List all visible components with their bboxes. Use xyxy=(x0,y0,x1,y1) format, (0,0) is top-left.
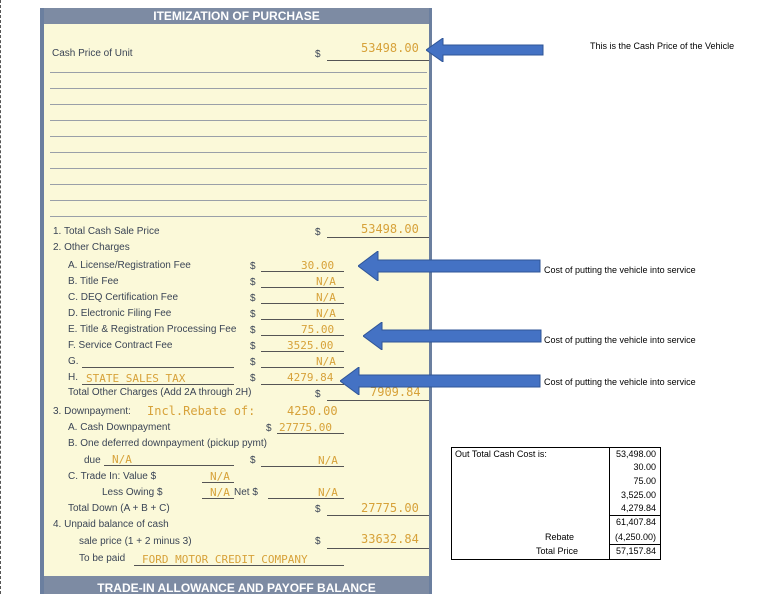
dollar-sign: $ xyxy=(250,309,256,320)
sum-rule xyxy=(609,515,660,516)
sales-tax-description: STATE SALES TAX xyxy=(86,372,186,385)
total-price-label: Total Price xyxy=(536,546,579,556)
cash-down-label: A. Cash Downpayment xyxy=(68,422,171,433)
arrow-left-icon xyxy=(340,367,542,395)
due-date-value: N/A xyxy=(112,453,132,466)
summary-title: Out Total Cash Cost is: xyxy=(455,449,547,459)
underline xyxy=(261,335,344,336)
license-fee-value: 30.00 xyxy=(301,259,335,272)
tradein-label: C. Trade In: Value $ xyxy=(68,471,157,482)
efiling-fee-value: N/A xyxy=(316,307,336,320)
arrow-left-icon xyxy=(363,322,543,350)
blank-line xyxy=(50,168,427,169)
service-note: Cost of putting the vehicle into service xyxy=(544,377,696,387)
paid-to-value: FORD MOTOR CREDIT COMPANY xyxy=(142,553,308,566)
cash-price-value: 53498.00 xyxy=(361,41,419,55)
dollar-sign: $ xyxy=(315,504,321,515)
blank-line xyxy=(50,184,427,185)
underline xyxy=(134,565,344,566)
underline xyxy=(277,433,344,434)
service-contract-label: F. Service Contract Fee xyxy=(68,340,173,351)
deferred-label: B. One deferred downpayment (pickup pymt) xyxy=(68,438,267,449)
processing-fee-value: 75.00 xyxy=(301,323,335,336)
charge-g-value: N/A xyxy=(316,355,336,368)
service-note: Cost of putting the vehicle into service xyxy=(544,335,696,345)
total-cash-sale-value: 53498.00 xyxy=(361,222,419,236)
dollar-sign: $ xyxy=(315,227,321,238)
form-header: ITEMIZATION OF PURCHASE xyxy=(44,8,429,24)
downpayment-label: 3. Downpayment: xyxy=(53,406,131,417)
underline xyxy=(268,498,344,499)
summary-value: 30.00 xyxy=(633,462,656,472)
page-edge xyxy=(0,0,4,594)
blank-line xyxy=(50,104,427,105)
underline xyxy=(202,482,234,483)
blank-line xyxy=(50,216,427,217)
summary-subtotal: 61,407.84 xyxy=(615,517,656,527)
underline xyxy=(261,367,344,368)
charge-h-label: H. xyxy=(68,372,78,383)
downpayment-note: Incl.Rebate of: xyxy=(147,404,256,418)
dollar-sign: $ xyxy=(315,536,321,547)
column-divider xyxy=(609,448,610,559)
service-note: Cost of putting the vehicle into service xyxy=(544,265,696,275)
summary-value: 75.00 xyxy=(633,476,656,486)
cost-summary-table xyxy=(451,447,661,560)
dollar-sign: $ xyxy=(250,373,256,384)
rebate-label: Rebate xyxy=(545,532,575,542)
dollar-sign: $ xyxy=(250,261,256,272)
underline xyxy=(327,515,430,516)
total-cash-sale-label: 1. Total Cash Sale Price xyxy=(53,226,160,237)
due-amount-value: N/A xyxy=(318,454,338,467)
underline xyxy=(261,287,344,288)
less-owing-value: N/A xyxy=(210,486,230,499)
rebate-value: 4250.00 xyxy=(287,404,338,418)
unpaid-balance-label: 4. Unpaid balance of cash xyxy=(53,519,169,530)
processing-fee-label: E. Title & Registration Processing Fee xyxy=(68,324,237,335)
underline xyxy=(261,466,344,467)
blank-line xyxy=(50,136,427,137)
blank-line xyxy=(50,152,427,153)
summary-value: 4,279.84 xyxy=(620,503,656,513)
underline xyxy=(261,384,344,385)
sale-price-value: 33632.84 xyxy=(361,532,419,546)
charge-g-label: G. xyxy=(68,356,79,367)
total-other-value: 7909.84 xyxy=(370,385,421,399)
total-down-value: 27775.00 xyxy=(361,501,419,515)
sum-rule xyxy=(609,544,660,545)
blank-line xyxy=(50,72,427,73)
service-contract-value: 3525.00 xyxy=(287,339,334,352)
other-charges-label: 2. Other Charges xyxy=(53,242,130,253)
blank-line xyxy=(50,200,427,201)
blank-line xyxy=(50,120,427,121)
dollar-sign: $ xyxy=(250,455,256,466)
underline xyxy=(327,400,430,401)
due-label: due xyxy=(84,455,101,466)
cash-price-note: This is the Cash Price of the Vehicle xyxy=(590,41,735,51)
paid-to-label: To be paid xyxy=(79,553,126,564)
underline xyxy=(261,303,344,304)
dollar-sign: $ xyxy=(250,357,256,368)
dollar-sign: $ xyxy=(250,341,256,352)
deq-fee-label: C. DEQ Certification Fee xyxy=(68,292,179,303)
cash-price-label: Cash Price of Unit xyxy=(52,48,133,59)
tradein-value: N/A xyxy=(210,470,230,483)
arrow-left-icon xyxy=(426,38,546,62)
net-label: Net $ xyxy=(234,487,258,498)
sale-price-label: sale price (1 + 2 minus 3) xyxy=(79,536,192,547)
title-fee-value: N/A xyxy=(316,275,336,288)
underline xyxy=(261,351,344,352)
total-other-label: Total Other Charges (Add 2A through 2H) xyxy=(68,387,252,398)
rebate-amount: (4,250.00) xyxy=(614,532,656,542)
underline xyxy=(261,319,344,320)
underline xyxy=(261,271,344,272)
underline xyxy=(82,384,234,385)
underline xyxy=(327,60,430,61)
dollar-sign: $ xyxy=(250,293,256,304)
less-owing-label: Less Owing $ xyxy=(102,487,163,498)
license-fee-label: A. License/Registration Fee xyxy=(68,260,191,271)
underline xyxy=(202,498,234,499)
sales-tax-value: 4279.84 xyxy=(287,371,334,384)
blank-line xyxy=(50,88,427,89)
underline xyxy=(104,465,234,466)
underline xyxy=(82,367,234,368)
dollar-sign: $ xyxy=(250,277,256,288)
itemization-form xyxy=(40,8,432,594)
dollar-sign: $ xyxy=(250,325,256,336)
summary-value: 3,525.00 xyxy=(620,490,656,500)
dollar-sign: $ xyxy=(315,389,321,400)
underline xyxy=(327,237,430,238)
dollar-sign: $ xyxy=(315,49,321,60)
form-footer: TRADE-IN ALLOWANCE AND PAYOFF BALANCE xyxy=(44,576,429,594)
arrow-left-icon xyxy=(358,251,542,281)
cash-down-value: 27775.00 xyxy=(279,421,332,434)
total-price-value: 57,157.84 xyxy=(615,546,656,556)
dollar-sign: $ xyxy=(266,423,272,434)
efiling-fee-label: D. Electronic Filing Fee xyxy=(68,308,172,319)
title-fee-label: B. Title Fee xyxy=(68,276,119,287)
summary-value: 53,498.00 xyxy=(615,449,656,459)
total-down-label: Total Down (A + B + C) xyxy=(68,503,170,514)
underline xyxy=(327,548,430,549)
deq-fee-value: N/A xyxy=(316,291,336,304)
net-value: N/A xyxy=(318,486,338,499)
